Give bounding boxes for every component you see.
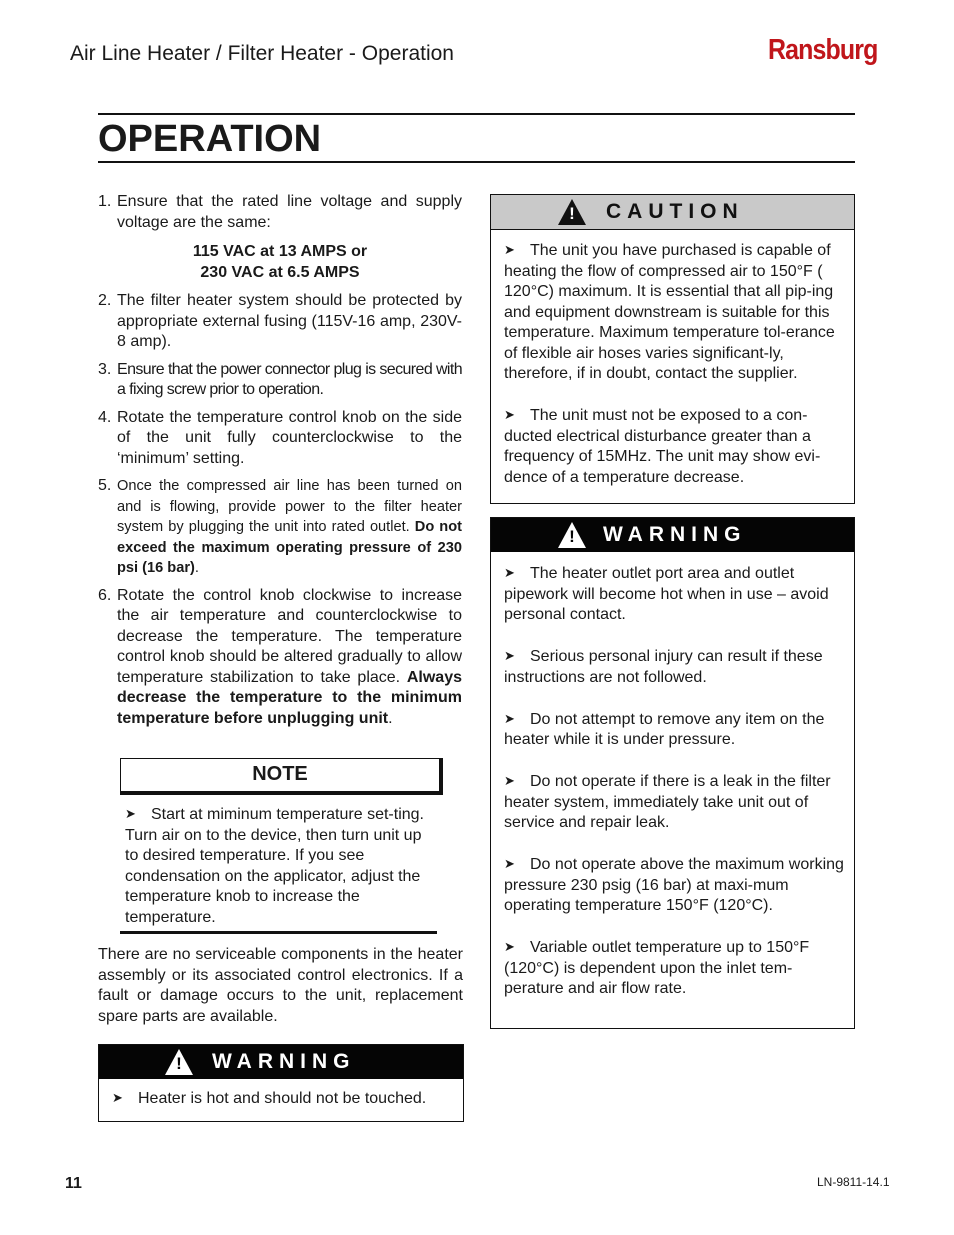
note-bottom-rule — [120, 931, 437, 934]
document-number: LN-9811-14.1 — [817, 1175, 890, 1189]
step-text-tail: . — [388, 709, 393, 727]
top-rule — [98, 113, 855, 115]
voltage-spec — [98, 242, 462, 283]
warning-item — [504, 646, 844, 688]
note-body — [125, 804, 425, 928]
note-text: Start at miminum temperature set-ting. Turn air on to the device, then turn unit up to desired temperature. If you see condensation on the applicator, adjust the temperature knob to increase the temperature. — [125, 806, 424, 926]
step-3 — [98, 360, 462, 401]
step-5 — [98, 476, 462, 579]
note-header-box — [120, 758, 443, 795]
warning-item-text: The heater outlet port area and outlet pipework will become hot when in use – avoid personal contact. — [504, 565, 829, 623]
arrowhead-bullet-icon: ➤ — [504, 856, 515, 871]
warning-item — [504, 854, 844, 917]
exclamation-icon: ! — [176, 1054, 182, 1073]
step-text: Once the compressed air line has been turned on and is flowing, provide power to the filter heater system by plugging the unit into rated outlet. — [117, 478, 462, 535]
step-text: Ensure that the rated line voltage and supply voltage are the same: — [117, 193, 462, 231]
warning-item — [504, 937, 844, 1000]
warning-item — [504, 771, 844, 834]
note-title: NOTE — [252, 763, 308, 785]
caution-title: CAUTION — [606, 200, 744, 223]
arrowhead-bullet-icon: ➤ — [504, 407, 515, 422]
step-warning-text: Always decrease the temperature to the minimum temperature before unplugging unit — [117, 668, 462, 727]
caution-item — [504, 240, 844, 385]
arrowhead-bullet-icon: ➤ — [504, 710, 515, 726]
step-number: 6. — [98, 586, 112, 604]
warning-box-right — [490, 517, 855, 1029]
step-number: 2. — [98, 292, 112, 309]
caution-box — [490, 194, 855, 504]
step-number: 4. — [98, 408, 112, 426]
step-warning-text: Do not exceed the maximum operating pressure of 230 psi (16 bar) — [117, 519, 462, 576]
operation-steps — [98, 192, 462, 736]
service-paragraph: There are no serviceable components in the heater assembly or its associated control electronics. If a fault or damage occurs to the unit, replacement spare parts are available. — [98, 946, 463, 1025]
warning-title: WARNING — [212, 1050, 356, 1073]
arrowhead-bullet-icon: ➤ — [112, 1090, 123, 1105]
page-title: OPERATION — [98, 118, 322, 160]
step-text: Rotate the temperature control knob on the side of the unit fully counterclockwise to the ‘minimum’ setting. — [117, 408, 462, 467]
voltage-spec-line: 115 VAC at 13 AMPS or — [192, 243, 368, 260]
step-text-tail: . — [194, 560, 199, 576]
warning-title: WARNING — [603, 523, 747, 546]
warning-item-text: Do not operate if there is a leak in the filter heater system, immediately take unit out of service and repair leak. — [504, 773, 831, 831]
arrowhead-bullet-icon: ➤ — [504, 242, 515, 257]
voltage-spec-line: 230 VAC at 6.5 AMPS — [200, 263, 360, 281]
caution-list — [491, 230, 854, 488]
step-text: The filter heater system should be protected by appropriate external fusing (115V-16 amp, 230V-8 amp). — [117, 292, 462, 350]
caution-item-text: The unit you have purchased is capable of heating the flow of compressed air to 150°F ( 120°C) maximum. It is essential that all pip-ing and equipment downstream is suitable for this temperature. Maximum temperature tol-erance of flexible air hoses varies significant-ly, therefore, if in doubt, contact the supplier. — [504, 242, 835, 382]
caution-banner — [491, 195, 854, 230]
caution-item — [504, 405, 844, 488]
title-rule — [98, 161, 855, 163]
warning-box-left — [98, 1044, 464, 1122]
warning-banner — [491, 518, 854, 552]
arrowhead-bullet-icon: ➤ — [504, 648, 515, 663]
arrowhead-bullet-icon: ➤ — [504, 939, 515, 954]
warning-item — [504, 563, 844, 626]
step-2 — [98, 291, 462, 353]
caution-item-text: The unit must not be exposed to a con-ducted electrical disturbance greater than a frequency of 15MHz. The unit may show evi-dence of a temperature decrease. — [504, 407, 821, 486]
exclamation-icon: ! — [569, 204, 575, 223]
step-4 — [98, 408, 462, 470]
warning-item — [504, 709, 844, 751]
warning-item-text: Serious personal injury can result if these instructions are not followed. — [504, 648, 823, 686]
page-number: 11 — [65, 1175, 82, 1192]
document-section-title: Air Line Heater / Filter Heater - Operation — [70, 42, 454, 65]
step-number: 5. — [98, 477, 112, 494]
warning-item-text: Heater is hot and should not be touched. — [138, 1090, 427, 1107]
arrowhead-bullet-icon: ➤ — [504, 773, 515, 788]
warning-list — [491, 552, 854, 1000]
warning-item-text: Variable outlet temperature up to 150°F (120°C) is dependent upon the inlet tem-perature and air flow rate. — [504, 939, 810, 997]
ransburg-logo: Ransburg — [768, 34, 878, 66]
arrowhead-bullet-icon: ➤ — [125, 806, 136, 821]
warning-item-text: Do not operate above the maximum working pressure 230 psig (16 bar) at maxi-mum operating temperature 150°F (120°C). — [504, 856, 844, 914]
step-1 — [98, 192, 462, 283]
warning-item-text: Do not attempt to remove any item on the heater while it is under pressure. — [504, 710, 825, 748]
step-number: 1. — [98, 193, 112, 210]
step-6 — [98, 586, 462, 730]
step-number: 3. — [98, 360, 112, 378]
arrowhead-bullet-icon: ➤ — [504, 565, 515, 580]
step-text: Ensure that the power connector plug is secured with a fixing screw prior to operation. — [117, 360, 463, 398]
warning-banner — [99, 1045, 463, 1079]
exclamation-icon: ! — [569, 527, 575, 546]
warning-list — [99, 1079, 463, 1110]
warning-item — [112, 1088, 453, 1110]
step-text: Rotate the control knob clockwise to increase the air temperature and counterclockwise to decrease the temperature. The temperature control knob should be altered gradually to allow temperature stabilization to take place. — [117, 586, 462, 686]
